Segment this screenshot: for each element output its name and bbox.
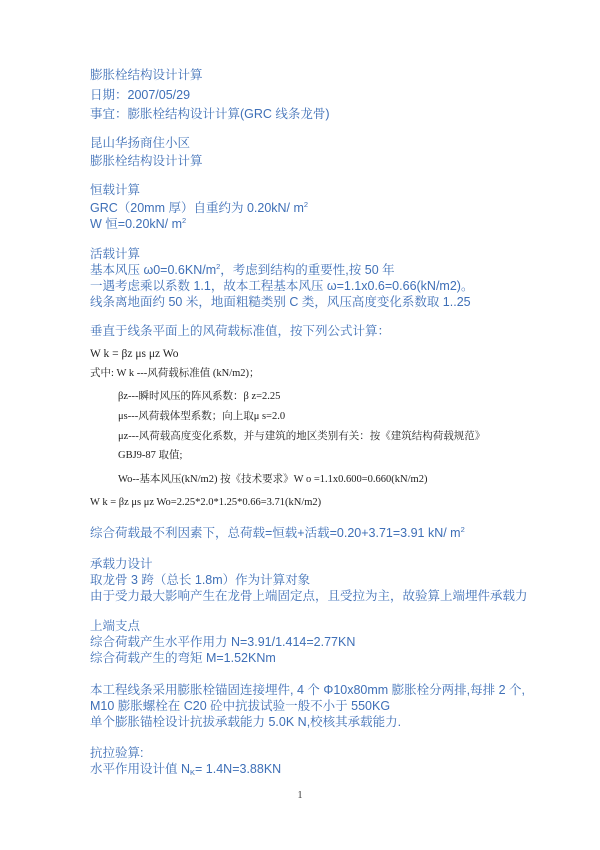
return-period-line: 一遇考虑乘以系数 1.1，故本工程基本风压 ω=1.1x0.6=0.66(kN/m2)。 xyxy=(90,279,474,293)
bolts-line-2: M10 膨胀螺栓在 C20 砼中抗拔试验一般不小于 550KG xyxy=(90,699,391,713)
pullout-design-line xyxy=(90,761,281,777)
w-const-text: W 恒=0.20kN/ m xyxy=(90,217,183,231)
self-weight-text: GRC（20mm 厚）自重约为 0.20kN/ m xyxy=(90,201,304,215)
horizontal-force-line: 综合荷载产生水平作用力 N=3.91/1.414=2.77KN xyxy=(90,635,356,649)
formula-equation: W k = βz μs μz Wo xyxy=(90,348,179,360)
project-name: 昆山华扬商住小区 xyxy=(90,136,191,150)
formula-wo: Wo--基本风压(kN/m2) 按《技术要求》W o =1.1x0.600=0.660(kN/m2) xyxy=(118,474,428,485)
bolts-line-1: 本工程线条采用膨胀栓锚固连接埋件, 4 个 Φ10x80mm 膨胀栓分两排,每排 2 个, xyxy=(90,683,526,697)
moment-line: 综合荷载产生的弯矩 M=1.52KNm xyxy=(90,651,276,665)
height-factor-line: 线条离地面约 50 米，地面粗糙类别 C 类，风压高度变化系数取 1..25 xyxy=(90,295,471,309)
pullout-design-text-a: 水平作用设计值 N xyxy=(90,762,191,776)
formula-where: 式中: W k ---风荷载标准值 (kN/m2)； xyxy=(90,368,260,379)
combined-load-line xyxy=(90,525,465,541)
capacity-keel: 取龙骨 3 跨（总长 1.8m）作为计算对象 xyxy=(90,573,311,587)
doc-title: 膨胀栓结构设计计算 xyxy=(90,68,203,82)
formula-beta-z: βz---瞬时风压的阵风系数：β z=2.25 xyxy=(118,391,281,402)
page-number: 1 xyxy=(297,790,303,801)
combined-load-exp: 2 xyxy=(460,525,465,534)
basic-wind-line xyxy=(90,262,395,278)
formula-code-ref: GBJ9-87 取值; xyxy=(118,450,183,461)
w-const-exp: 2 xyxy=(182,216,187,225)
basic-wind-text-a: 基本风压 ω0=0.6KN/m xyxy=(90,263,217,277)
pullout-design-sub: K xyxy=(190,768,196,777)
formula-result: W k = βz μs μz Wo=2.25*2.0*1.25*0.66=3.71(kN/m2) xyxy=(90,497,322,508)
bolts-line-3: 单个膨胀锚栓设计抗拔承载能力 5.0K N,校核其承载能力. xyxy=(90,715,402,729)
doc-date: 日期：2007/05/29 xyxy=(90,88,191,102)
formula-intro: 垂直于线条平面上的风荷载标准值，按下列公式计算： xyxy=(90,324,391,338)
self-weight-line xyxy=(90,200,308,216)
upper-support-heading: 上端支点 xyxy=(90,619,141,633)
dead-load-heading: 恒载计算 xyxy=(90,183,141,197)
w-const-line xyxy=(90,216,186,232)
pullout-heading: 抗拉验算: xyxy=(90,746,144,760)
capacity-heading: 承载力设计 xyxy=(90,557,153,571)
project-subtitle: 膨胀栓结构设计计算 xyxy=(90,154,203,168)
self-weight-exp: 2 xyxy=(303,200,309,209)
formula-mu-z: μz---风荷载高度变化系数，并与建筑的地区类别有关：按《建筑结构荷载规范》 xyxy=(118,431,486,442)
pullout-design-text-b: = 1.4N=3.88KN xyxy=(195,762,282,776)
live-load-heading: 活载计算 xyxy=(90,247,141,261)
capacity-reason: 由于受力最大影响产生在龙骨上端固定点，且受拉为主，故验算上端埋件承载力 xyxy=(90,589,528,603)
doc-matter: 事宜：膨胀栓结构设计计算(GRC 线条龙骨) xyxy=(90,107,330,121)
formula-mu-s: μs---风荷载体型系数；向上取μ s=2.0 xyxy=(118,411,286,422)
basic-wind-exp: 2 xyxy=(216,262,221,271)
combined-load-text: 综合荷载最不利因素下，总荷载=恒载+活载=0.20+3.71=3.91 kN/ m xyxy=(90,526,461,540)
basic-wind-text-b: ，考虑到结构的重要性,按 50 年 xyxy=(220,263,395,277)
